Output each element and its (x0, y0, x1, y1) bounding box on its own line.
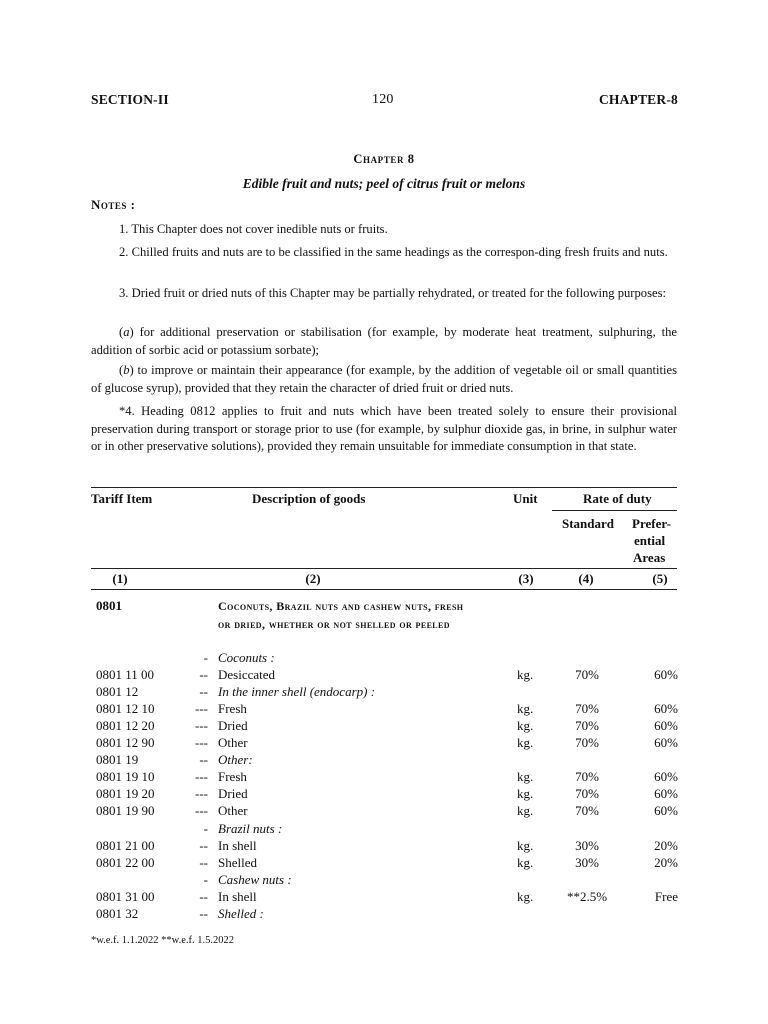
table-row (0, 889, 768, 906)
goods-description: Other (218, 735, 248, 751)
indent-dash: - (203, 871, 208, 887)
tariff-code: 0801 31 00 (96, 888, 155, 904)
goods-description: Shelled : (218, 905, 264, 921)
table-row (0, 803, 768, 820)
chapter-title: Chapter 8 (353, 152, 415, 166)
note-3b-label: b (123, 363, 130, 377)
preferential-rate: 60% (654, 786, 678, 802)
goods-description: Brazil nuts : (218, 820, 283, 836)
tariff-code: 0801 19 20 (96, 786, 155, 802)
preferential-rate: 20% (654, 837, 678, 853)
table-row (0, 821, 768, 838)
notes-heading: Notes : (91, 197, 136, 212)
indent-dash: --- (195, 718, 208, 734)
note-3a: (a) for additional preservation or stabilisation (for example, by moderate heat treatment, sulphuring, the addition of sorbic acid or potassium sorbate); (91, 325, 677, 357)
note-2: 2. Chilled fruits and nuts are to be classified in the same headings as the correspon-ding fresh fruits and nuts. (119, 245, 668, 259)
table-row (0, 786, 768, 803)
standard-rate: 30% (575, 837, 599, 853)
preferential-rate: 60% (654, 803, 678, 819)
goods-description: Shelled (218, 854, 257, 870)
tariff-code: 0801 19 90 (96, 803, 155, 819)
tariff-code: 0801 12 (96, 684, 139, 700)
goods-description: In shell (218, 837, 257, 853)
indent-dash: --- (195, 786, 208, 802)
indent-dash: -- (199, 752, 208, 768)
table-top-rule (91, 487, 677, 488)
preferential-rate: 20% (654, 854, 678, 870)
unit-value: kg. (517, 854, 534, 870)
table-row (0, 667, 768, 684)
note-3a-text: for additional preservation or stabilisation (for example, by moderate heat treatment, sulphuring, the addition of sorbic acid or potassium sorbate); (91, 325, 677, 357)
unit-value: kg. (517, 786, 534, 802)
goods-description: Fresh (218, 701, 247, 717)
header-unit: Unit (513, 491, 538, 506)
preferential-rate: 60% (654, 718, 678, 734)
table-row (0, 752, 768, 769)
indent-dash: -- (199, 667, 208, 683)
indent-dash: -- (199, 684, 208, 700)
table-row (0, 735, 768, 752)
unit-value: kg. (517, 701, 534, 717)
tariff-code: 0801 12 90 (96, 735, 155, 751)
header-preferential-2: ential (634, 533, 666, 548)
table-row (0, 701, 768, 718)
rate-of-duty-rule (552, 510, 677, 511)
tariff-code: 0801 32 (96, 905, 139, 921)
indent-dash: --- (195, 701, 208, 717)
header-rate-of-duty: Rate of duty (583, 491, 652, 506)
preferential-rate: Free (654, 888, 678, 904)
standard-rate: 70% (575, 803, 599, 819)
indent-dash: - (203, 820, 208, 836)
indent-dash: --- (195, 803, 208, 819)
standard-rate: 70% (575, 769, 599, 785)
tariff-code: 0801 19 (96, 752, 139, 768)
unit-value: kg. (517, 888, 534, 904)
preferential-rate: 60% (654, 667, 678, 683)
unit-value: kg. (517, 735, 534, 751)
standard-rate: **2.5% (566, 888, 608, 904)
table-row (0, 650, 768, 667)
table-row (0, 718, 768, 735)
note-1: 1. This Chapter does not cover inedible nuts or fruits. (119, 222, 388, 236)
unit-value: kg. (517, 837, 534, 853)
preferential-rate: 60% (654, 769, 678, 785)
table-row (0, 838, 768, 855)
standard-rate: 70% (575, 667, 599, 683)
goods-description: Other: (218, 752, 253, 768)
goods-description: Dried (218, 786, 248, 802)
goods-description: In the inner shell (endocarp) : (218, 684, 376, 700)
note-4: *4. Heading 0812 applies to fruit and nuts which have been treated solely to ensure their provisional preservation during transport or storage prior to use (for example, by sulphur dioxide gas, in brine, in sulphur water or in other preservative solutions), provided they remain unsuitable for immediate consumption in that state. (91, 404, 677, 454)
unit-value: kg. (517, 769, 534, 785)
table-row (0, 906, 768, 923)
goods-description: Cashew nuts : (218, 871, 292, 887)
column-number-4: (4) (578, 571, 594, 586)
note-3b: (b) to improve or maintain their appearance (for example, by the addition of vegetable oil or small quantities of glucose syrup), provided that they retain the character of dried fruit or dried nuts. (91, 363, 677, 395)
note-3: 3. Dried fruit or dried nuts of this Chapter may be partially rehydrated, or treated for the following purposes: (119, 286, 666, 300)
goods-description: Other (218, 803, 248, 819)
goods-description: Coconuts : (218, 650, 275, 665)
indent-dash: -- (199, 888, 208, 904)
unit-value: kg. (517, 718, 534, 734)
table-header-rule (91, 568, 677, 569)
standard-rate: 70% (575, 735, 599, 751)
goods-description: Desiccated (218, 667, 276, 683)
table-row (0, 769, 768, 786)
heading-description: Coconuts, Brazil nuts and cashew nuts, fresh or dried, whether or not shelled or peeled (218, 599, 464, 631)
standard-rate: 70% (575, 718, 599, 734)
indent-dash: -- (199, 854, 208, 870)
standard-rate: 30% (575, 854, 599, 870)
standard-rate: 70% (575, 786, 599, 802)
header-description: Description of goods (252, 491, 366, 506)
goods-description: Fresh (218, 769, 247, 785)
tariff-code: 0801 19 10 (96, 769, 155, 785)
tariff-code: 0801 12 10 (96, 701, 155, 717)
header-preferential-3: Areas (633, 550, 666, 565)
indent-dash: --- (195, 735, 208, 751)
section-label: SECTION-II (91, 92, 169, 107)
column-number-3: (3) (518, 571, 534, 586)
indent-dash: -- (199, 905, 208, 921)
unit-value: kg. (517, 667, 534, 683)
indent-dash: -- (199, 837, 208, 853)
note-3b-text: to improve or maintain their appearance (for example, by the addition of vegetable oil or small quantities of glucose syrup), provided that they retain the character of dried fruit or dried nuts. (91, 363, 677, 395)
chapter-subtitle: Edible fruit and nuts; peel of citrus fruit or melons (242, 176, 526, 191)
indent-dash: --- (195, 769, 208, 785)
table-row (0, 855, 768, 872)
column-number-2: (2) (305, 571, 321, 586)
tariff-code: 0801 21 00 (96, 837, 155, 853)
tariff-code: 0801 12 20 (96, 718, 155, 734)
preferential-rate: 60% (654, 701, 678, 717)
header-preferential-1: Prefer- (632, 516, 671, 531)
column-number-5: (5) (652, 571, 668, 586)
chapter-label: CHAPTER-8 (598, 92, 678, 107)
goods-description: In shell (218, 888, 257, 904)
goods-description: Dried (218, 718, 248, 734)
indent-dash: - (203, 650, 208, 665)
tariff-code: 0801 22 00 (96, 854, 155, 870)
tariff-code: 0801 11 00 (96, 667, 155, 683)
header-standard: Standard (562, 516, 615, 531)
column-number-rule (91, 589, 677, 590)
unit-value: kg. (517, 803, 534, 819)
table-row (0, 684, 768, 701)
footnote: *w.e.f. 1.1.2022 **w.e.f. 1.5.2022 (91, 935, 234, 946)
table-row (0, 872, 768, 889)
note-3a-label: a (123, 325, 130, 339)
column-number-1: (1) (112, 571, 128, 586)
page-number: 120 (372, 92, 394, 107)
standard-rate: 70% (575, 701, 599, 717)
heading-code: 0801 (96, 598, 122, 613)
preferential-rate: 60% (654, 735, 678, 751)
header-tariff-item: Tariff Item (91, 491, 153, 506)
